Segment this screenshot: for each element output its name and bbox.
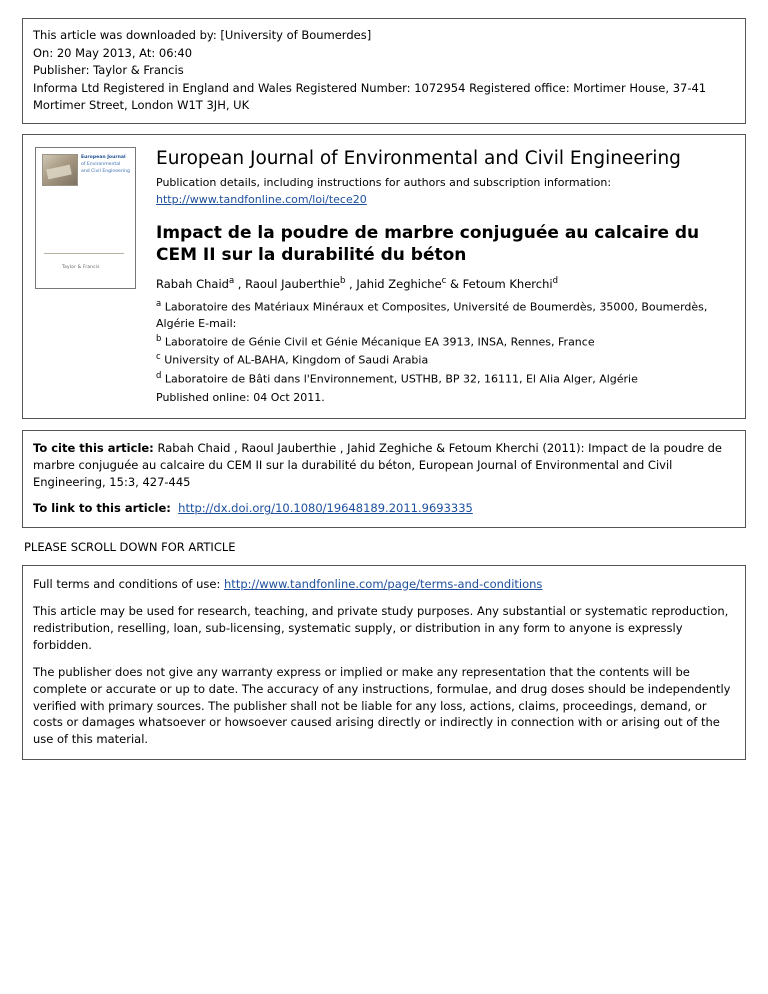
- author-name-3: Jahid Zeghiche: [356, 276, 442, 291]
- full-terms-label: Full terms and conditions of use:: [33, 576, 221, 591]
- scroll-notice: PLEASE SCROLL DOWN FOR ARTICLE: [24, 539, 236, 554]
- affiliation-marker-a: a: [156, 299, 162, 310]
- terms-and-conditions-link[interactable]: http://www.tandfonline.com/page/terms-and-conditions: [224, 576, 543, 591]
- journal-cover-wrap: [35, 147, 138, 289]
- author-marker-1: a: [228, 275, 235, 286]
- cover-divider: [44, 253, 124, 254]
- author-name-1: Rabah Chaid: [156, 276, 229, 291]
- terms-paragraph-1: This article may be used for research, teaching, and private study purposes. Any substantial or systematic reproduction, redistribution, reselling, loan, sub-licensing, systematic supply, or distribution in any form to anyone is expressly forbidden.: [33, 604, 729, 652]
- affiliation-a: [156, 298, 733, 332]
- affiliation-text-b: Laboratoire de Génie Civil et Génie Mécanique EA 3913, INSA, Rennes, France: [164, 335, 595, 349]
- cite-this-article-label: To cite this article:: [33, 441, 154, 456]
- affiliation-c: [156, 351, 733, 369]
- journal-title: European Journal of Environmental and Civil Engineering: [156, 148, 681, 170]
- affiliation-marker-c: c: [156, 352, 161, 363]
- affiliation-b: [156, 333, 733, 351]
- affiliation-marker-b: b: [156, 333, 162, 344]
- author-sep-1: ,: [234, 276, 246, 291]
- download-line-1: This article was downloaded by: [University of Boumerdes]: [33, 28, 372, 42]
- full-terms-row: [33, 576, 735, 593]
- publication-details-label: Publication details, including instructions for authors and subscription information:: [156, 176, 612, 190]
- article-title: Impact de la poudre de marbre conjuguée au calcaire du CEM II sur la durabilité du béton: [156, 223, 700, 266]
- download-line-4: Informa Ltd Registered in England and Wales Registered Number: 1072954 Registered office: Mortimer House, 37-41 Mortimer Street, London W1T 3JH, UK: [33, 81, 710, 112]
- author-sep-2: ,: [345, 276, 357, 291]
- affiliation-marker-d: d: [156, 370, 162, 381]
- cover-publisher-label: Taylor & Francis: [62, 264, 100, 270]
- link-to-this-article: [33, 500, 735, 517]
- author-marker-4: d: [552, 275, 558, 286]
- author-name-4: Fetoum Kherchi: [462, 276, 553, 291]
- author-sep-3: &: [446, 276, 463, 291]
- citation-box: [22, 430, 746, 528]
- journal-homepage-link[interactable]: http://www.tandfonline.com/loi/tece20: [156, 193, 367, 207]
- cite-this-article: [33, 440, 735, 490]
- published-online-date: Published online: 04 Oct 2011.: [156, 391, 325, 405]
- affiliation-d: [156, 370, 733, 388]
- link-to-this-article-label: To link to this article:: [33, 501, 171, 516]
- terms-box: [22, 565, 746, 760]
- affiliation-text-a: Laboratoire des Matériaux Minéraux et Composites, Université de Boumerdès, 35000, Boumerdès, Algérie E-mail:: [156, 300, 708, 330]
- doi-link[interactable]: http://dx.doi.org/10.1080/19648189.2011.9693335: [178, 501, 473, 516]
- cover-title-line-3: and Civil Engineering: [81, 169, 130, 175]
- affiliation-text-c: University of AL-BAHA, Kingdom of Saudi Arabia: [164, 353, 429, 367]
- article-authors: [156, 275, 733, 293]
- article-info-box: [22, 134, 746, 419]
- author-marker-2: b: [339, 275, 346, 286]
- author-name-2: Raoul Jauberthie: [245, 276, 340, 291]
- cover-photo-icon: [42, 154, 78, 186]
- publication-details-link-row: [156, 192, 733, 208]
- cite-this-article-text: Rabah Chaid , Raoul Jauberthie , Jahid Zeghiche & Fetoum Kherchi (2011): Impact de la poudre de marbre conjuguée au calcaire du CEM II sur la durabilité du béton, European Journal of Environmental and Civil Engineering, 15:3, 427-445: [33, 441, 722, 489]
- affiliation-text-d: Laboratoire de Bâti dans l'Environnement, USTHB, BP 32, 16111, El Alia Alger, Algérie: [164, 372, 638, 386]
- terms-paragraph-2: The publisher does not give any warranty express or implied or make any representation that the contents will be complete or accurate or up to date. The accuracy of any instructions, formulae, and drug doses should be independently verified with primary sources. The publisher shall not be liable for any loss, actions, claims, proceedings, demand, or costs or damages whatsoever or howsoever caused arising directly or indirectly in connection with or arising out of the use of this material.: [33, 665, 731, 747]
- download-line-3: Publisher: Taylor & Francis: [33, 63, 184, 78]
- cover-title: [81, 155, 133, 176]
- journal-cover-image: [35, 147, 136, 289]
- author-marker-3: c: [441, 275, 447, 286]
- cover-title-line-2: of Environmental: [81, 162, 121, 168]
- download-info-box: [22, 18, 746, 124]
- article-main-column: [156, 147, 733, 406]
- download-line-2: On: 20 May 2013, At: 06:40: [33, 45, 193, 60]
- cover-title-line-1: European Journal: [81, 155, 126, 161]
